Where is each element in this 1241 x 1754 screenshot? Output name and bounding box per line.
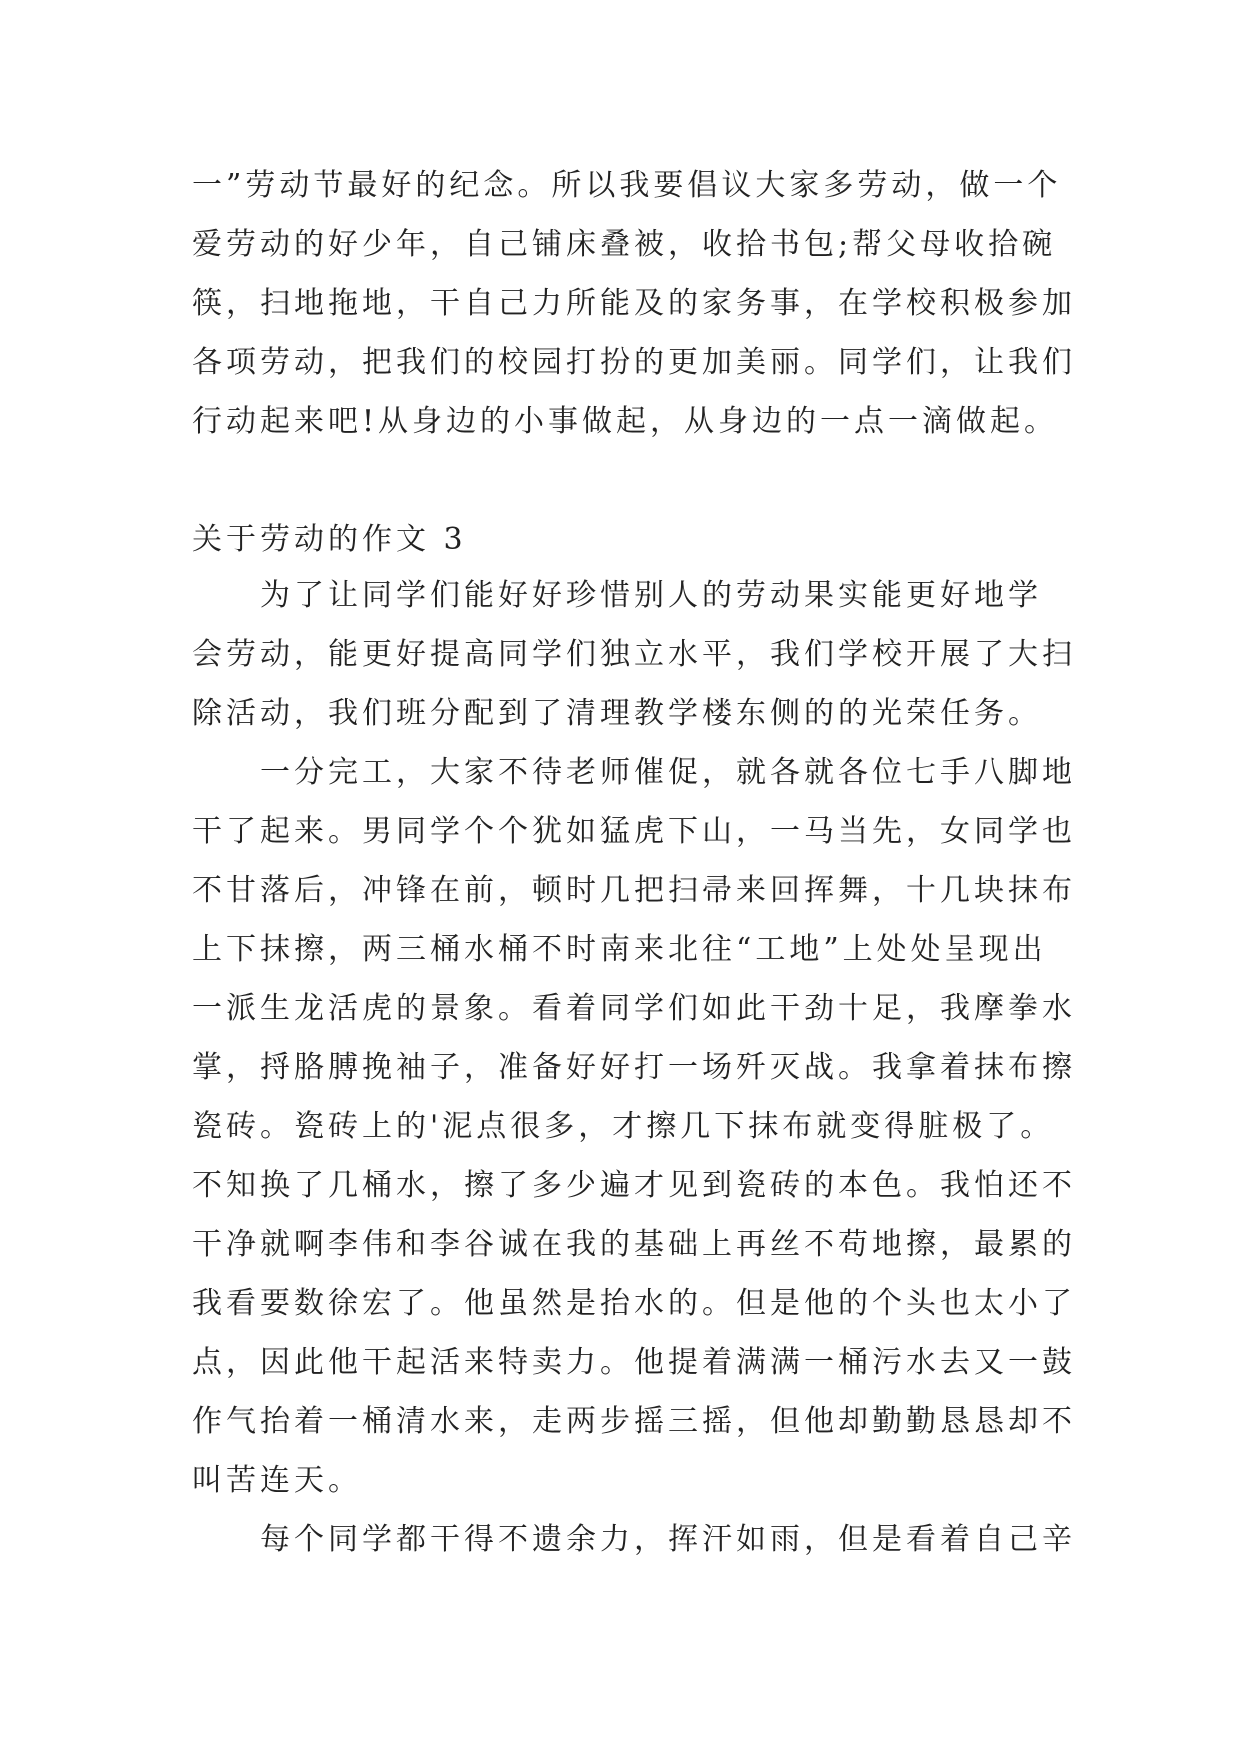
text-line: 点，因此他干起活来特卖力。他提着满满一桶污水去又一鼓 — [192, 1345, 1076, 1380]
text-line: 一分完工，大家不待老师催促，就各就各位七手八脚地 — [260, 755, 1076, 790]
intro-paragraph — [192, 156, 1076, 451]
text-line: 上下抹擦，两三桶水桶不时南来北往“工地”上处处呈现出 — [192, 932, 1047, 967]
essay-heading-block — [192, 510, 1052, 569]
text-line: 干了起来。男同学个个犹如猛虎下山，一马当先，女同学也 — [192, 814, 1076, 849]
text-line: 掌，捋胳膊挽袖子，准备好好打一场歼灭战。我拿着抹布擦 — [192, 1050, 1076, 1085]
text-line: 每个同学都干得不遗余力，挥汗如雨，但是看着自己辛 — [260, 1522, 1076, 1557]
text-line: 干净就啊李伟和李谷诚在我的基础上再丝不苟地擦，最累的 — [192, 1227, 1076, 1262]
text-line: 各项劳动，把我们的校园打扮的更加美丽。同学们，让我们 — [192, 345, 1076, 380]
essay-body — [192, 566, 1076, 1569]
text-line: 瓷砖。瓷砖上的'泥点很多，才擦几下抹布就变得脏极了。 — [192, 1109, 1055, 1144]
essay-heading: 关于劳动的作文 3 — [192, 522, 467, 557]
text-line: 为了让同学们能好好珍惜别人的劳动果实能更好地学 — [260, 578, 1042, 613]
text-line: 不知换了几桶水，擦了多少遍才见到瓷砖的本色。我怕还不 — [192, 1168, 1076, 1203]
text-line: 一”劳动节最好的纪念。所以我要倡议大家多劳动，做一个 — [192, 168, 1062, 203]
text-line: 爱劳动的好少年，自己铺床叠被，收拾书包;帮父母收拾碗 — [192, 227, 1057, 262]
text-line: 一派生龙活虎的景象。看着同学们如此干劲十足，我摩拳水 — [192, 991, 1076, 1026]
text-line: 作气抬着一桶清水来，走两步摇三摇，但他却勤勤恳恳却不 — [192, 1404, 1076, 1439]
text-line: 会劳动，能更好提高同学们独立水平，我们学校开展了大扫 — [192, 637, 1076, 672]
text-line: 不甘落后，冲锋在前，顿时几把扫帚来回挥舞，十几块抹布 — [192, 873, 1076, 908]
text-line: 叫苦连天。 — [192, 1463, 362, 1498]
text-line: 除活动，我们班分配到了清理教学楼东侧的的光荣任务。 — [192, 696, 1042, 731]
text-line: 行动起来吧!从身边的小事做起，从身边的一点一滴做起。 — [192, 404, 1059, 439]
text-line: 筷，扫地拖地，干自己力所能及的家务事，在学校积极参加 — [192, 286, 1076, 321]
text-line: 我看要数徐宏了。他虽然是抬水的。但是他的个头也太小了 — [192, 1286, 1076, 1321]
